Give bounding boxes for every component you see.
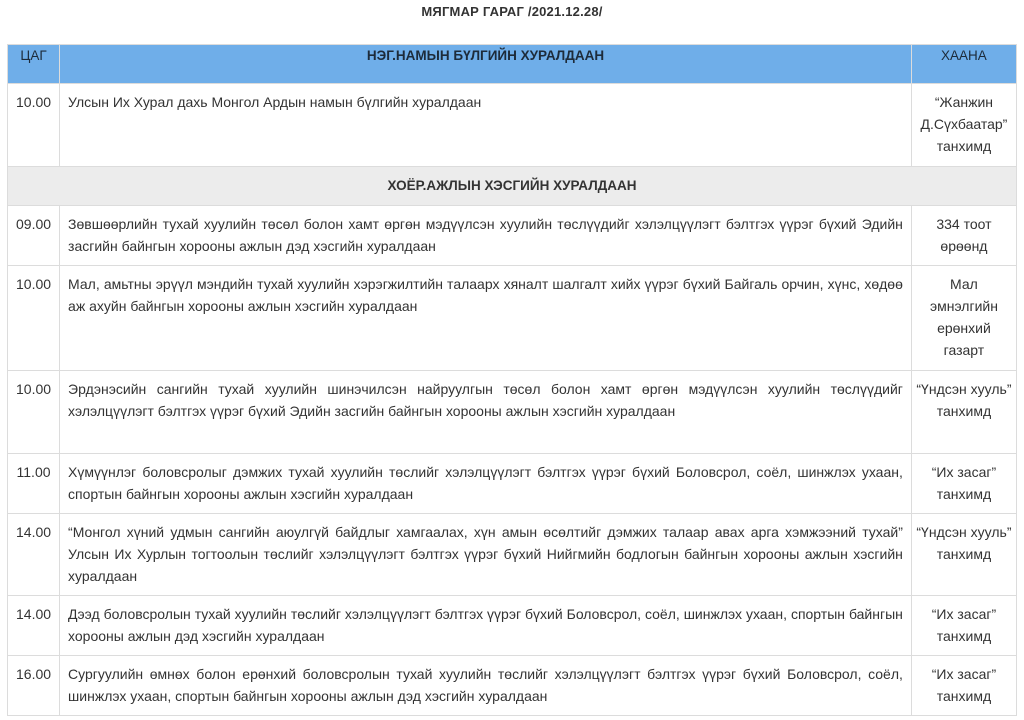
row-place: “Их засаг” танхимд — [911, 596, 1016, 656]
table-row — [8, 454, 1017, 514]
header-place: ХААНА — [911, 45, 1016, 84]
table-row — [8, 84, 1017, 167]
row-event: Мал, амьтны эрүүл мэндийн тухай хуулийн хэрэгжилтийн талаарх хяналт шалгалт хийх үүрэг бүхий Байгаль орчин, хүнс, хөдөө аж ахуйн байнгын хорооны ажлын хэсгийн хуралдаан — [60, 266, 912, 371]
row-event: Сургуулийн өмнөх болон ерөнхий боловсролын тухай хуулийн төслийг хэлэлцүүлэгт бэлтгэх үүрэг бүхий Боловсрол, соёл, шинжлэх ухаан, спортын байнгын хорооны ажлын дэд хэсгийн хуралдаан — [60, 656, 912, 716]
row-event: Эрдэнэсийн сангийн тухай хуулийн шинэчилсэн найруулгын төсөл болон хамт өргөн мэдүүлсэн хуулийн төслүүдийг хэлэлцүүлэгт бэлтгэх үүрэг бүхий Эдийн засгийн байнгын хорооны ажлын хэсгийн хуралдаан — [60, 371, 912, 454]
row-time: 10.00 — [8, 84, 60, 167]
row-event: “Монгол хүний удмын сангийн аюулгүй байдлыг хамгаалах, хүн амын өсөлтийг дэмжих талаар авах арга хэмжээний тухай” Улсын Их Хурлын тогтоолын төслийг хэлэлцүүлэгт бэлтгэх үүрэг бүхий Нийгмийн бодлогын байнгын хорооны ажлын хэсгийн хуралдаан — [60, 514, 912, 596]
section-row — [8, 167, 1017, 206]
header-row — [8, 45, 1017, 84]
table-row — [8, 514, 1017, 596]
row-time: 14.00 — [8, 596, 60, 656]
header-time: ЦАГ — [8, 45, 60, 84]
header-event: НЭГ.НАМЫН БҮЛГИЙН ХУРАЛДААН — [60, 45, 912, 84]
row-event: Зөвшөөрлийн тухай хуулийн төсөл болон хамт өргөн мэдүүлсэн хуулийн төслүүдийг хэлэлцүүлэгт бэлтгэх үүрэг бүхий Эдийн засгийн байнгын хорооны ажлын дэд хэсгийн хуралдаан — [60, 206, 912, 266]
row-place: “Их засаг” танхимд — [911, 454, 1016, 514]
row-time: 11.00 — [8, 454, 60, 514]
row-place: “Жанжин Д.Сүхбаатар” танхимд — [911, 84, 1016, 167]
table-row — [8, 266, 1017, 371]
row-time: 16.00 — [8, 656, 60, 716]
row-time: 14.00 — [8, 514, 60, 596]
table-row — [8, 596, 1017, 656]
row-place: “Үндсэн хууль” танхимд — [911, 514, 1016, 596]
row-place: “Үндсэн хууль” танхимд — [911, 371, 1016, 454]
row-time: 09.00 — [8, 206, 60, 266]
table-row — [8, 656, 1017, 716]
row-event: Улсын Их Хурал дахь Монгол Ардын намын бүлгийн хуралдаан — [60, 84, 912, 167]
row-event: Дээд боловсролын тухай хуулийн төслийг хэлэлцүүлэгт бэлтгэх үүрэг бүхий Боловсрол, соёл, шинжлэх ухаан, спортын байнгын хорооны ажлын дэд хэсгийн хуралдаан — [60, 596, 912, 656]
row-place: 334 тоот өрөөнд — [911, 206, 1016, 266]
table-row — [8, 371, 1017, 454]
table-row — [8, 206, 1017, 266]
section-title: ХОЁР.АЖЛЫН ХЭСГИЙН ХУРАЛДААН — [8, 167, 1017, 206]
row-event: Хүмүүнлэг боловсролыг дэмжих тухай хуулийн төслийг хэлэлцүүлэгт бэлтгэх үүрэг бүхий Боловсрол, соёл, шинжлэх ухаан, спортын байнгын хорооны ажлын хэсгийн хуралдаан — [60, 454, 912, 514]
row-time: 10.00 — [8, 266, 60, 371]
schedule-table — [7, 44, 1017, 716]
row-time: 10.00 — [8, 371, 60, 454]
page-title: МЯГМАР ГАРАГ /2021.12.28/ — [421, 4, 603, 19]
row-place: Мал эмнэлгийн ерөнхий газарт — [911, 266, 1016, 371]
row-place: “Их засаг” танхимд — [911, 656, 1016, 716]
